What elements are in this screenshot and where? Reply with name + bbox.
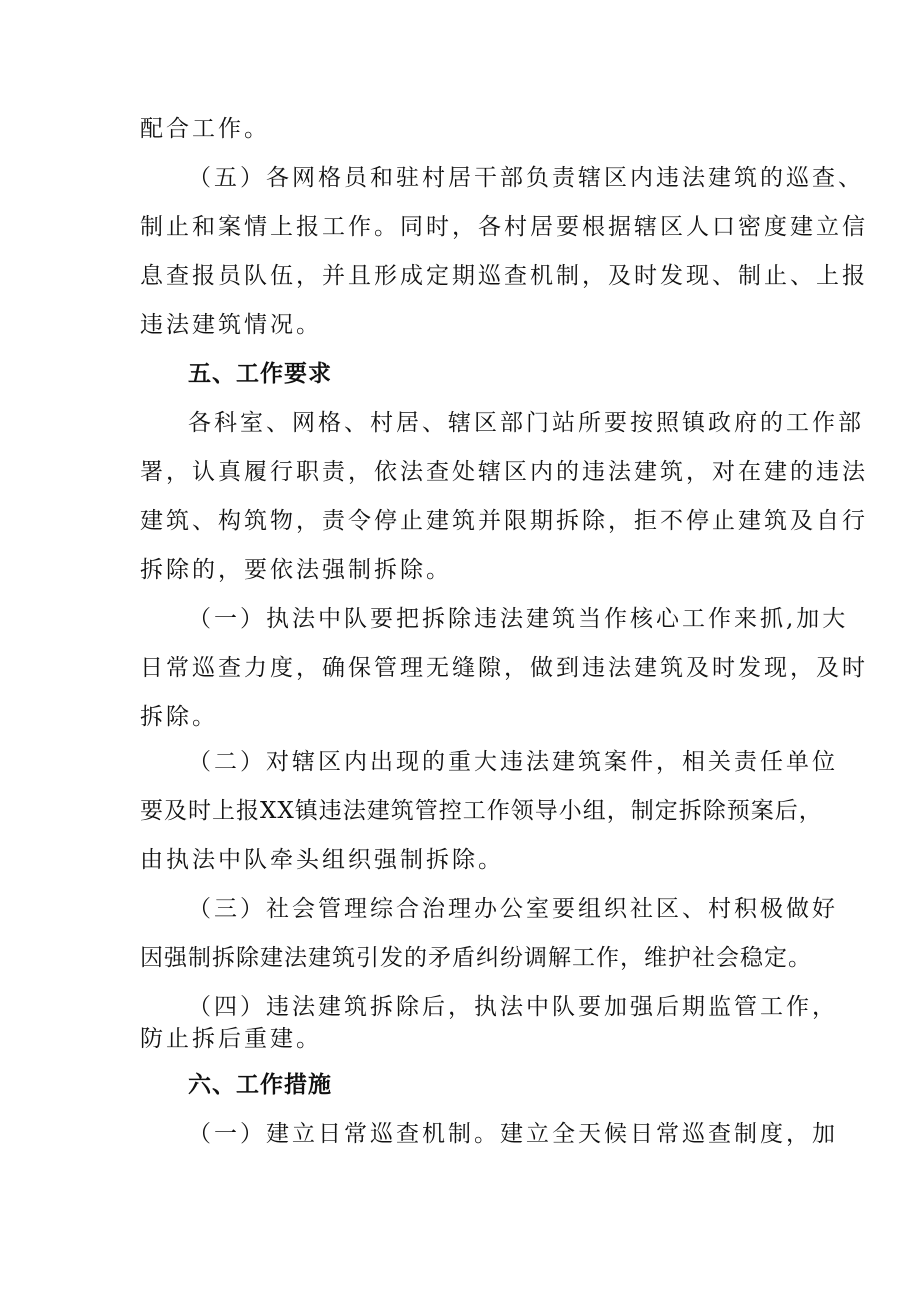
paragraph-line: 拆除的，要依法强制拆除。 (140, 557, 452, 583)
paragraph-line: （五）各网格员和驻村居干部负责辖区内违法建筑的巡查、 (188, 165, 864, 191)
paragraph-line: 要及时上报XX镇违法建筑管控工作领导小组，制定拆除预案后， (140, 798, 823, 824)
paragraph-line: 拆除。 (140, 704, 218, 730)
paragraph-line: 由执法中队牵头组织强制拆除。 (140, 847, 504, 873)
paragraph-line: （一）建立日常巡查机制。建立全天候日常巡查制度，加 (188, 1121, 838, 1147)
paragraph-line: （二）对辖区内出现的重大违法建筑案件，相关责任单位 (188, 749, 838, 775)
paragraph-line: 建筑、构筑物，责令停止建筑并限期拆除，拒不停止建筑及自行 (140, 508, 868, 534)
paragraph-line: 各科室、网格、村居、辖区部门站所要按照镇政府的工作部 (188, 410, 864, 436)
paragraph-line: 违法建筑情况。 (140, 312, 322, 338)
paragraph-line: 署，认真履行职责，依法查处辖区内的违法建筑，对在建的违法 (140, 459, 868, 485)
paragraph-line: （一）执法中队要把拆除违法建筑当作核心工作来抓,加大 (188, 606, 849, 632)
paragraph-line: 配合工作。 (140, 116, 270, 142)
paragraph-line: 因强制拆除建法建筑引发的矛盾纠纷调解工作，维护社会稳定。 (140, 945, 812, 971)
paragraph-line: （四）违法建筑拆除后，执法中队要加强后期监管工作， (188, 994, 838, 1020)
section-heading: 五、工作要求 (188, 361, 332, 387)
paragraph-line: 防止拆后重建。 (140, 1026, 322, 1052)
section-heading: 六、工作措施 (188, 1072, 332, 1098)
paragraph-line: 日常巡查力度，确保管理无缝隙，做到违法建筑及时发现，及时 (140, 655, 868, 681)
paragraph-line: （三）社会管理综合治理办公室要组织社区、村积极做好 (188, 896, 838, 922)
paragraph-line: 息查报员队伍，并且形成定期巡查机制，及时发现、制止、上报 (140, 263, 868, 289)
paragraph-line: 制止和案情上报工作。同时，各村居要根据辖区人口密度建立信 (140, 214, 868, 240)
